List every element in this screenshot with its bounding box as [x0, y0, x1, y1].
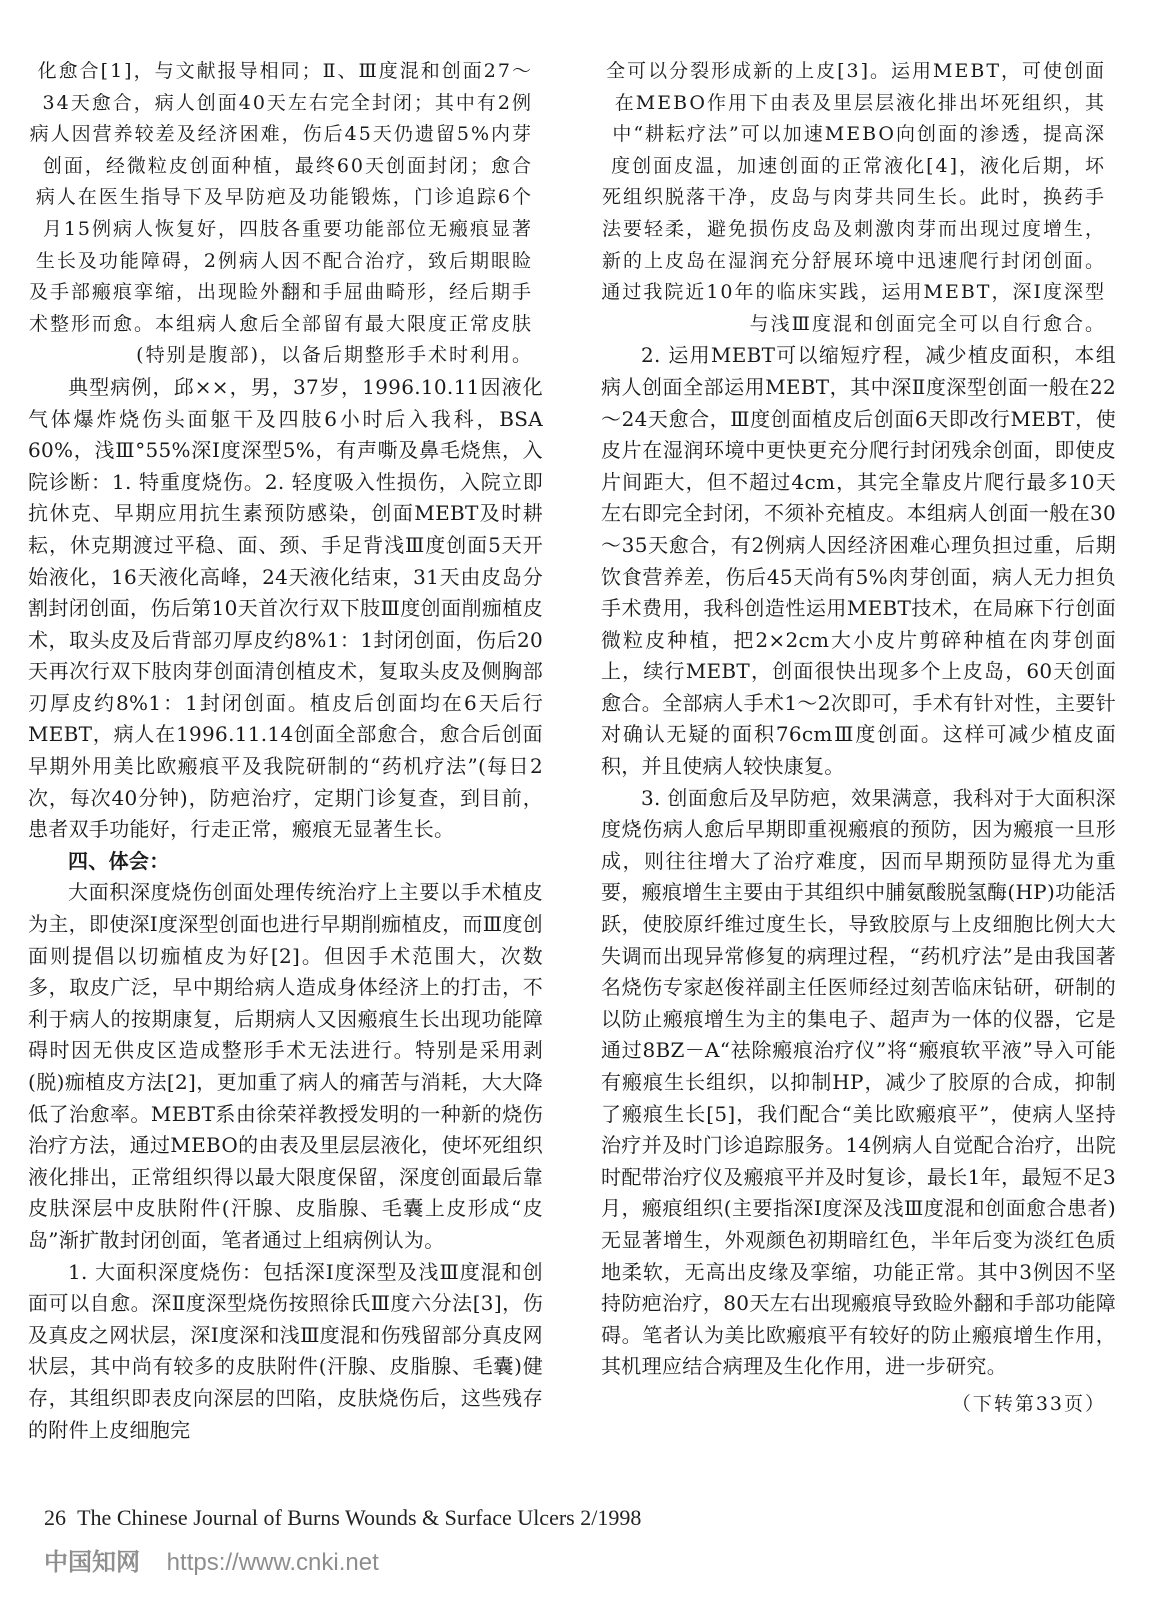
section-heading: 四、体会：	[68, 848, 170, 873]
body-paragraph: 1. 大面积深度烧伤：包括深Ⅰ度深型及浅Ⅲ度混和创面可以自愈。深Ⅱ度深型烧伤按照徐氏Ⅲ度六分法[3]，伤及真皮之网状层，深Ⅰ度深和浅Ⅲ度混和伤残留部分真皮网状层，其中尚有较多的皮肤附件(汗腺、皮脂腺、毛囊)健存，其组织即表皮向深层的凹陷，皮肤烧伤后，这些残存的附件上皮细胞完	[28, 1259, 543, 1442]
body-paragraph: 全可以分裂形成新的上皮[3]。运用MEBT，可使创面在MEBO作用下由表及里层层液化排出坏死组织，其中“耕耘疗法”可以加速MEBO向创面的渗透，提高深度创面皮温，加速创面的正常液化[4]，液化后期，坏死组织脱落干净，皮岛与肉芽共同生长。此时，换药手法要轻柔，避免损伤皮岛及刺激肉芽而出现过度增生，新的上皮岛在湿润充分舒展环境中迅速爬行封闭创面。通过我院近10年的临床实践，运用MEBT，深Ⅰ度深型与浅Ⅲ度混和创面完全可以自行愈合。	[601, 60, 1106, 335]
right-column	[601, 50, 1116, 1421]
body-paragraph: 典型病例，邱××，男，37岁，1996.10.11因液化气体爆炸烧伤头面躯干及四肢6小时后入我科，BSA 60%，浅Ⅲ°55%深Ⅰ度深型5%，有声嘶及鼻毛烧焦，入院诊断：1. 特重度烧伤。2. 轻度吸入性损伤，入院立即抗休克、早期应用抗生素预防感染，创面MEBT及时耕耘，休克期渡过平稳、面、颈、手足背浅Ⅲ度创面5天开始液化，16天液化高峰，24天液化结束，31天由皮岛分割封闭创面，伤后第10天首次行双下肢Ⅲ度创面削痂植皮术，取头皮及后背部刃厚皮约8%1：1封闭创面，伤后20天再次行双下肢肉芽创面清创植皮术，复取头皮及侧胸部刃厚皮约8%1：1封闭创面。植皮后创面均在6天后行MEBT，病人在1996.11.14创面全部愈合，愈合后创面早期外用美比欧瘢痕平及我院研制的“药机疗法”(每日2次，每次40分钟)，防疤治疗，定期门诊复查，到目前，患者双手功能好，行走正常，瘢痕无显著生长。	[28, 374, 543, 842]
body-paragraph: （下转第33页）	[951, 1392, 1106, 1415]
page-footer	[44, 1505, 647, 1531]
left-column	[28, 50, 543, 1446]
body-paragraph: 3. 创面愈后及早防疤，效果满意，我科对于大面积深度烧伤病人愈后早期即重视瘢痕的预防，因为瘢痕一旦形成，则往往增大了治疗难度，因而早期预防显得尤为重要，瘢痕增生主要由于其组织中脯氨酸脱氢酶(HP)功能活跃，使胶原纤维过度生长，导致胶原与上皮细胞比例大大失调而出现异常修复的病理过程，“药机疗法”是由我国著名烧伤专家赵俊祥副主任医师经过刻苦临床钻研，研制的以防止瘢痕增生为主的集电子、超声为一体的仪器，它是通过8BZ－A“祛除瘢痕治疗仪”将“瘢痕软平液”导入可能有瘢痕生长组织，以抑制HP，减少了胶原的合成，抑制了瘢痕生长[5]，我们配合“美比欧瘢痕平”，使病人坚持治疗并及时门诊追踪服务。14例病人自觉配合治疗，出院时配带治疗仪及瘢痕平并及时复诊，最长1年，最短不足3月，瘢痕组织(主要指深Ⅰ度深及浅Ⅲ度混和创面愈合患者)无显著增生，外观颜色初期暗红色，半年后变为淡红色质地柔软，无高出皮缘及挛缩，功能正常。其中3例因不坚持防疤治疗，80天左右出现瘢痕导致睑外翻和手部功能障碍。笔者认为美比欧瘢痕平有较好的防止瘢痕增生作用，其机理应结合病理及生化作用，进一步研究。	[601, 785, 1116, 1379]
body-paragraph: 化愈合[1]，与文献报导相同；Ⅱ、Ⅲ度混和创面27～34天愈合，病人创面40天左右完全封闭；其中有2例病人因营养较差及经济困难，伤后45天仍遗留5%内芽创面，经微粒皮创面种植，最终60天创面封闭；愈合病人在医生指导下及早防疤及功能锻炼，门诊追踪6个月15例病人恢复好，四肢各重要功能部位无瘢痕显著生长及功能障碍，2例病人因不配合治疗，致后期眼睑及手部瘢痕挛缩，出现睑外翻和手屈曲畸形，经后期手术整形而愈。本组病人愈后全部留有最大限度正常皮肤(特别是腹部)，以备后期整形手术时利用。	[28, 60, 533, 367]
body-paragraph: 大面积深度烧伤创面处理传统治疗上主要以手术植皮为主，即使深Ⅰ度深型创面也进行早期削痂植皮，而Ⅲ度创面则提倡以切痂植皮为好[2]。但因手术范围大，次数多，取皮广泛，早中期给病人造成身体经济上的打击，不利于病人的按期康复，后期病人又因瘢痕生长出现功能障碍时因无供皮区造成整形手术无法进行。特别是采用剥(脱)痂植皮方法[2]，更加重了病人的痛苦与消耗，大大降低了治愈率。MEBT系由徐荣祥教授发明的一种新的烧伤治疗方法，通过MEBO的由表及里层层液化，使坏死组织液化排出，正常组织得以最大限度保留，深度创面最后靠皮肤深层中皮肤附件(汗腺、皮脂腺、毛囊上皮形成“皮岛”渐扩散封闭创面，笔者通过上组病例认为。	[28, 880, 543, 1252]
body-paragraph: 2. 运用MEBT可以缩短疗程，减少植皮面积，本组病人创面全部运用MEBT，其中深Ⅱ度深型创面一般在22～24天愈合，Ⅲ度创面植皮后创面6天即改行MEBT，使皮片在湿润环境中更快更充分爬行封闭残余创面，即使皮片间距大，但不超过4cm，其完全靠皮片爬行最多10天左右即完全封闭，不须补充植皮。本组病人创面一般在30～35天愈合，有2例病人因经济困难心理负担过重，后期饮食营养差，伤后45天尚有5%肉芽创面，病人无力担负手术费用，我科创造性运用MEBT技术，在局麻下行创面微粒皮种植，把2×2cm大小皮片剪碎种植在肉芽创面上，续行MEBT，创面很快出现多个上皮岛，60天创面愈合。全部病人手术1～2次即可，手术有针对性，主要针对确认无疑的面积76cmⅢ度创面。这样可减少植皮面积，并且使病人较快康复。	[601, 343, 1116, 779]
watermark-cnki-logo-text: 中国知网	[44, 1549, 140, 1576]
watermark-url: https://www.cnki.net	[166, 1549, 379, 1576]
cnki-watermark	[44, 1542, 379, 1577]
page-number: 26	[44, 1505, 66, 1530]
journal-citation: The Chinese Journal of Burns Wounds & Surface Ulcers 2/1998	[77, 1505, 642, 1530]
